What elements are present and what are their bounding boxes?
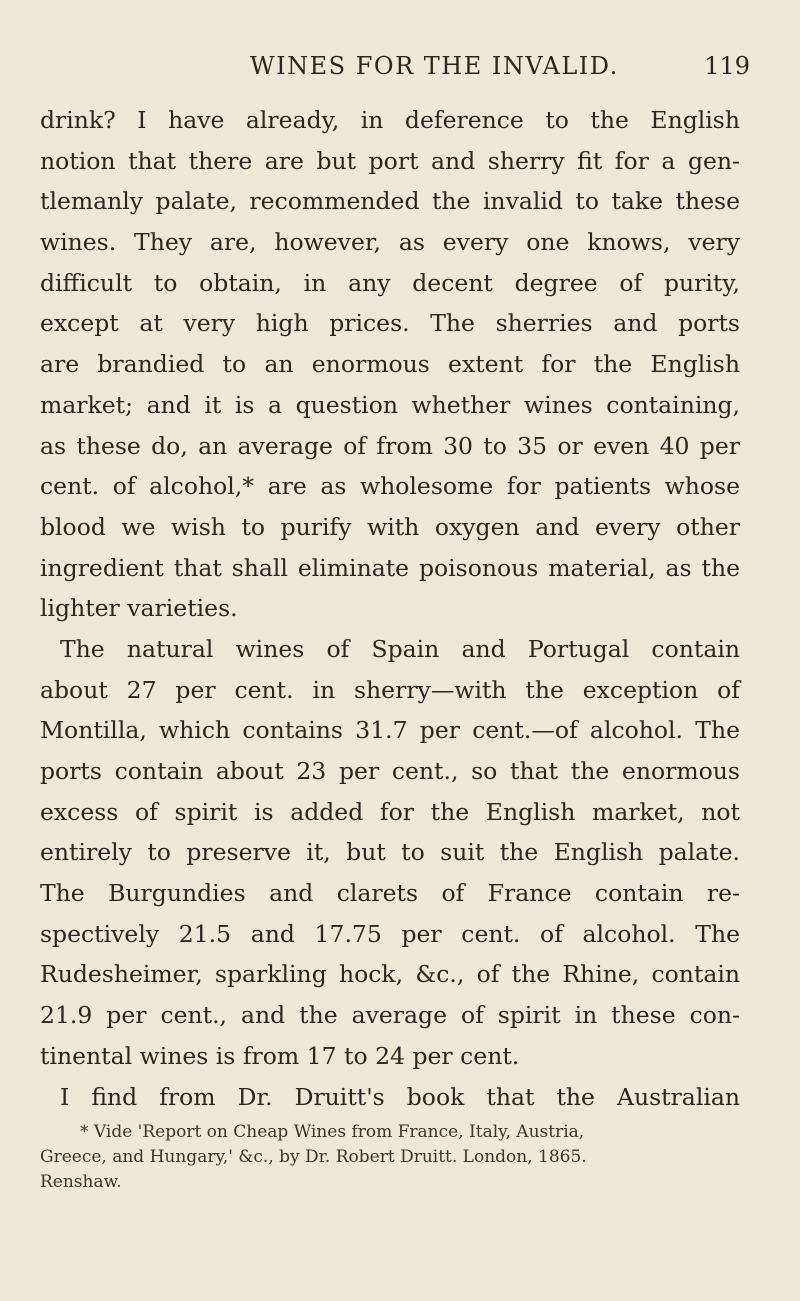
text-line: except at very high prices. The sherries and ports [40, 309, 740, 338]
text-line: excess of spirit is added for the English market, not [40, 797, 740, 826]
text-line: notion that there are but port and sherry fit for a gen- [40, 146, 740, 175]
text-line: drink? I have already, in deference to the English [40, 106, 740, 134]
text-line: The Burgundies and clarets of France contain re- [40, 879, 740, 908]
text-line: 21.9 per cent., and the average of spirit in these con- [40, 1001, 740, 1030]
footnote [40, 1120, 740, 1195]
running-title: WINES FOR THE INVALID. [250, 52, 619, 80]
running-head [0, 52, 800, 92]
text-line: spectively 21.5 and 17.75 per cent. of alcohol. The [40, 919, 740, 948]
text-line: cent. of alcohol,* are as wholesome for patients whose [40, 472, 740, 501]
text-line: tlemanly palate, recommended the invalid to take these [40, 187, 740, 216]
text-line: are brandied to an enormous extent for the English [40, 350, 740, 379]
footnote-line: Greece, and Hungary,' &c., by Dr. Robert Druitt. London, 1865. [40, 1147, 587, 1167]
text-line: blood we wish to purify with oxygen and every other [40, 512, 740, 541]
text-line: as these do, an average of from 30 to 35 or even 40 per [40, 431, 740, 460]
text-line: wines. They are, however, as every one knows, very [40, 228, 740, 257]
text-line: I find from Dr. Druitt's book that the Australian [60, 1082, 740, 1111]
text-line: The natural wines of Spain and Portugal contain [60, 634, 740, 663]
text-line: entirely to preserve it, but to suit the English palate. [40, 838, 740, 867]
text-line: Rudesheimer, sparkling hock, &c., of the Rhine, contain [40, 960, 740, 989]
text-line: ingredient that shall eliminate poisonous material, as the [40, 553, 740, 582]
text-line: lighter varieties. [40, 594, 238, 623]
footnote-line: * Vide 'Report on Cheap Wines from France, Italy, Austria, [80, 1122, 585, 1142]
text-line: market; and it is a question whether wines containing, [40, 390, 740, 419]
footnote-line: Renshaw. [40, 1172, 122, 1192]
text-line: ports contain about 23 per cent., so that the enormous [40, 757, 740, 785]
text-line: Montilla, which contains 31.7 per cent.—of alcohol. The [40, 716, 740, 745]
text-line: tinental wines is from 17 to 24 per cent. [40, 1041, 520, 1070]
text-line: difficult to obtain, in any decent degree of purity, [40, 268, 740, 297]
text-line: about 27 per cent. in sherry—with the exception of [40, 675, 740, 704]
page-number: 119 [704, 52, 750, 80]
body-text [40, 100, 740, 1117]
